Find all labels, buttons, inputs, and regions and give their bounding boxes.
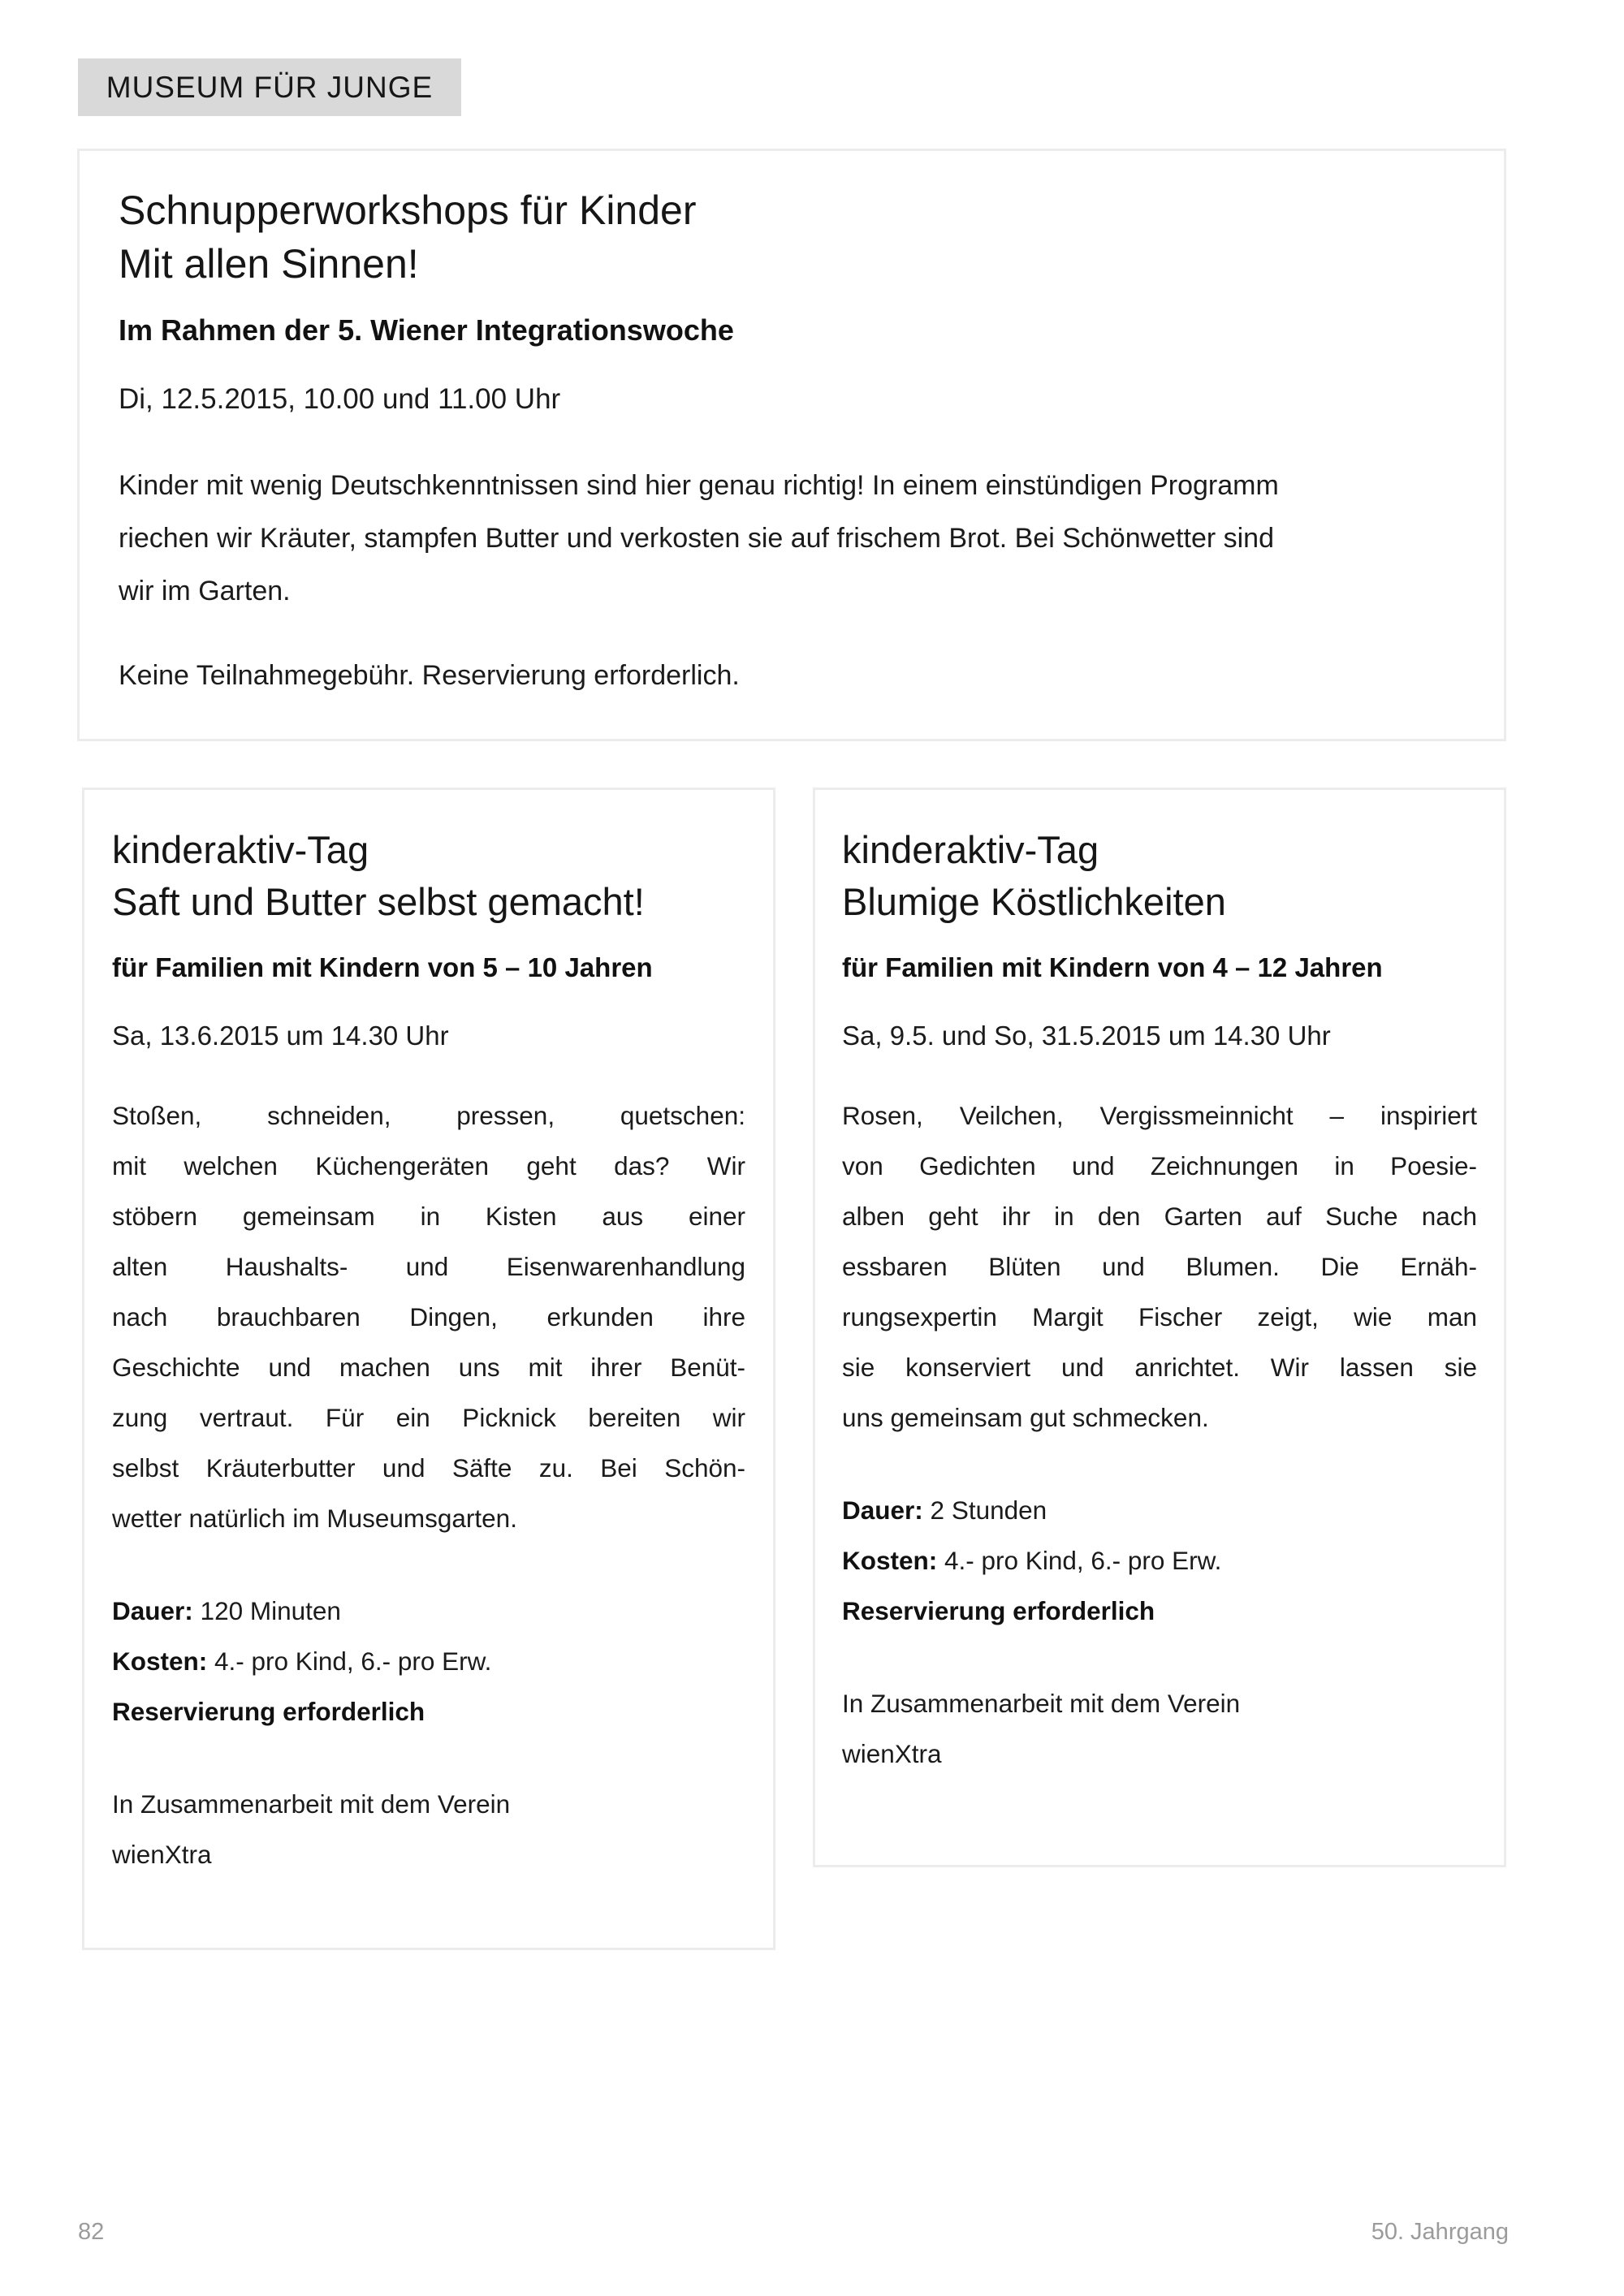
event-description [112,1090,745,1543]
event-kicker: kinderaktiv-Tag [112,828,369,871]
text-line: Kinder mit wenig Deutschkenntnissen sind hier genau richtig! In einem einstündigen Programm [119,470,1279,501]
event-duration-value: 120 Minuten [200,1596,341,1625]
event-reservation-note: Reservierung erforderlich [842,1596,1155,1625]
text-line: Stoßen, schneiden, pressen, quetschen: [112,1101,745,1130]
event-cost-value: 4.- pro Kind, 6.- pro Erw. [214,1646,492,1676]
event-title [112,824,745,928]
event-cost-label: Kosten: [842,1546,938,1575]
event-partner-line1: In Zusammenarbeit mit dem Verein [112,1789,511,1819]
event-audience: für Familien mit Kindern von 4 – 12 Jahren [842,952,1383,982]
workshop-description [119,460,1465,618]
text-line: mit welchen Küchengeräten geht das? Wir [112,1151,745,1180]
event-description [842,1090,1477,1443]
workshop-date: Di, 12.5.2015, 10.00 und 11.00 Uhr [119,383,561,415]
text-line: stöbern gemeinsam in Kisten aus einer [112,1202,745,1231]
text-line: von Gedichten und Zeichnungen in Poesie- [842,1151,1477,1180]
event-duration-label: Dauer: [842,1495,923,1525]
text-line: alben geht ihr in den Garten auf Suche nach [842,1202,1477,1231]
event-cost-line [842,1535,1477,1586]
text-line: wetter natürlich im Museumsgarten. [112,1504,517,1533]
workshop-card [77,149,1506,741]
event-date: Sa, 9.5. und So, 31.5.2015 um 14.30 Uhr [842,1021,1331,1051]
event-partner-line1: In Zusammenarbeit mit dem Verein [842,1689,1241,1718]
text-line: uns gemeinsam gut schmecken. [842,1403,1209,1432]
page-footer [78,2219,1509,2246]
event-reservation-note: Reservierung erforderlich [112,1697,425,1726]
workshop-subtitle: Im Rahmen der 5. Wiener Integrationswoche [119,313,734,347]
text-line: rungsexpertin Margit Fischer zeigt, wie man [842,1302,1477,1331]
event-partner-line2: wienXtra [842,1739,942,1768]
workshop-title [119,183,1465,291]
event-title [842,824,1477,928]
event-partner-line2: wienXtra [112,1840,212,1869]
event-duration-line [112,1586,745,1636]
text-line: selbst Kräuterbutter und Säfte zu. Bei Schön- [112,1453,745,1482]
event-title-line: Blumige Köstlichkeiten [842,880,1226,923]
workshop-note: Keine Teilnahmegebühr. Reservierung erforderlich. [119,660,740,691]
text-line: riechen wir Kräuter, stampfen Butter und verkosten sie auf frischem Brot. Bei Schönwetter sind [119,523,1275,554]
page-number: 82 [78,2219,105,2245]
text-line: zung vertraut. Für ein Picknick bereiten wir [112,1403,745,1432]
event-card-blumige-koestlichkeiten [813,788,1506,1867]
workshop-title-line1: Schnupperworkshops für Kinder [119,188,697,233]
event-audience: für Familien mit Kindern von 5 – 10 Jahren [112,952,653,982]
event-kicker: kinderaktiv-Tag [842,828,1099,871]
event-duration-value: 2 Stunden [930,1495,1047,1525]
text-line: nach brauchbaren Dingen, erkunden ihre [112,1302,745,1331]
event-date: Sa, 13.6.2015 um 14.30 Uhr [112,1021,449,1051]
event-partner [112,1779,745,1880]
text-line: essbaren Blüten und Blumen. Die Ernäh- [842,1252,1477,1281]
event-partner [842,1678,1477,1779]
section-badge: MUSEUM FÜR JUNGE [78,58,461,116]
event-duration-line [842,1485,1477,1535]
text-line: Geschichte und machen uns mit ihrer Benüt- [112,1353,745,1382]
event-cost-label: Kosten: [112,1646,208,1676]
event-title-line: Saft und Butter selbst gemacht! [112,880,645,923]
text-line: alten Haushalts- und Eisenwarenhandlung [112,1252,745,1281]
event-meta [842,1485,1477,1636]
workshop-title-line2: Mit allen Sinnen! [119,241,419,287]
volume-label: 50. Jahrgang [1371,2219,1509,2245]
event-cost-value: 4.- pro Kind, 6.- pro Erw. [944,1546,1222,1575]
event-cost-line [112,1636,745,1686]
event-meta [112,1586,745,1737]
event-card-saft-und-butter [82,788,775,1950]
text-line: wir im Garten. [119,576,291,606]
text-line: Rosen, Veilchen, Vergissmeinnicht – inspiriert [842,1101,1477,1130]
event-duration-label: Dauer: [112,1596,193,1625]
text-line: sie konserviert und anrichtet. Wir lassen sie [842,1353,1477,1382]
